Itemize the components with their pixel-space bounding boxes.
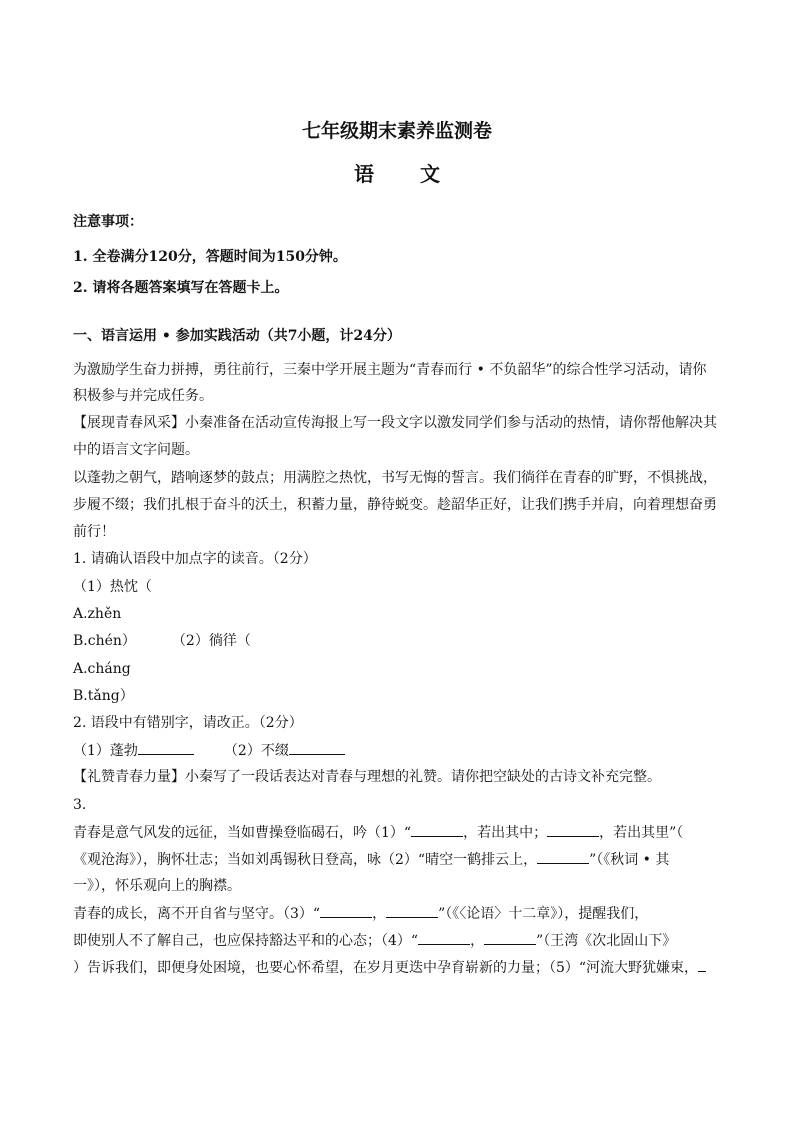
answer-blank[interactable] (698, 957, 706, 972)
question-1-part-1: （1）热忱（ (73, 579, 152, 595)
text-run: 青春的成长，离不开自省与坚守。（3）“ (73, 906, 321, 922)
question-2-part-1: （1）蓬勃 (73, 743, 138, 759)
text-run: 即使别人不了解自己，也应保持豁达平和的心态；（4）“ (73, 933, 419, 949)
answer-blank[interactable] (537, 849, 589, 864)
notes-item-1: 1. 全卷满分120分，答题时间为150分钟。 (73, 249, 347, 265)
text-run: ）告诉我们，即便身处困境，也要心怀希望，在岁月更迭中孕育崭新的力量；（5）“河流大野犹嫌束， (73, 960, 699, 976)
question-2-part-2: （2）不缀 (223, 743, 289, 759)
intro-line: 为激励学生奋力拼搏，勇往前行，三秦中学开展主题为“青春而行 • 不负韶华”的综合性学习活动，请你 (73, 362, 707, 378)
option-a: A.zhěn (73, 606, 122, 622)
answer-blank[interactable] (138, 740, 194, 755)
passage-line: 前行！ (73, 524, 115, 540)
text-run: ”（《秋词 • 其 (589, 852, 670, 868)
option-b-row (73, 631, 723, 651)
page-title: 七年级期末素养监测卷 (301, 120, 492, 142)
text-run: 青春是意气风发的远征，当如曹操登临碣石，吟（1）“ (73, 825, 412, 841)
question-2-stem: 2. 语段中有错别字，请改正。（2分） (73, 715, 303, 731)
passage-line: 步履不缀；我们扎根于奋斗的沃土，积蓄力量，静待蜕变。趁韶华正好，让我们携手并肩，向着理想奋勇 (73, 497, 717, 513)
question-2-parts (73, 740, 723, 761)
passage-line (73, 822, 723, 843)
task-heading: 【展现青春风采】小秦准备在活动宣传海报上写一段文字以激发同学们参与活动的热情，请你帮他解决其 (73, 415, 717, 431)
answer-blank[interactable] (484, 930, 536, 945)
subject-title (0, 158, 794, 187)
answer-blank[interactable] (320, 903, 372, 918)
notes-heading: 注意事项： (73, 214, 143, 230)
task-heading: 【礼赞青春力量】小秦写了一段话表达对青春与理想的礼赞。请你把空缺处的古诗文补充完整。 (73, 769, 661, 785)
text-run: ”（《〈论语〉十二章》），提醒我们， (438, 906, 649, 922)
text-run: ， (470, 933, 485, 949)
question-1-part-2: （2）徜徉（ (171, 633, 251, 649)
option-b: B.chén） (73, 633, 136, 649)
subject-char-1: 语 (354, 162, 374, 186)
task-heading: 中的语言文字问题。 (73, 442, 199, 458)
answer-blank[interactable] (289, 740, 345, 755)
text-run: 《观沧海》），胸怀壮志；当如刘禹锡秋日登高，咏（2）“晴空一鹤排云上， (73, 852, 538, 868)
passage-line: 以蓬勃之朝气，踏响逐梦的鼓点；用满腔之热忱，书写无悔的誓言。我们徜徉在青春的旷野，不惧挑战， (73, 470, 717, 486)
answer-blank[interactable] (547, 822, 599, 837)
intro-line: 积极参与并完成任务。 (73, 388, 213, 404)
text-run: ，若出其中； (463, 825, 548, 841)
question-1-stem: 1. 请确认语段中加点字的读音。（2分） (73, 551, 317, 567)
text-run: ， (372, 906, 387, 922)
answer-blank[interactable] (411, 822, 463, 837)
passage-line: 一》），怀乐观向上的胸襟。 (73, 878, 241, 894)
question-3-number: 3. (73, 797, 87, 813)
option-a: A.cháng (73, 661, 131, 677)
text-run: ”（王湾《次北固山下》 (536, 933, 677, 949)
option-b: B.tǎng） (73, 688, 134, 704)
subject-char-2: 文 (420, 162, 440, 186)
notes-item-2: 2. 请将各题答案填写在答题卡上。 (73, 280, 289, 296)
answer-blank[interactable] (386, 903, 438, 918)
passage-line (73, 957, 723, 978)
section-heading: 一、语言运用 • 参加实践活动（共7小题，计24分） (73, 328, 401, 344)
answer-blank[interactable] (418, 930, 470, 945)
passage-line (73, 849, 723, 870)
passage-line (73, 903, 723, 924)
passage-line (73, 930, 723, 951)
text-run: ，若出其里”（ (599, 825, 684, 841)
